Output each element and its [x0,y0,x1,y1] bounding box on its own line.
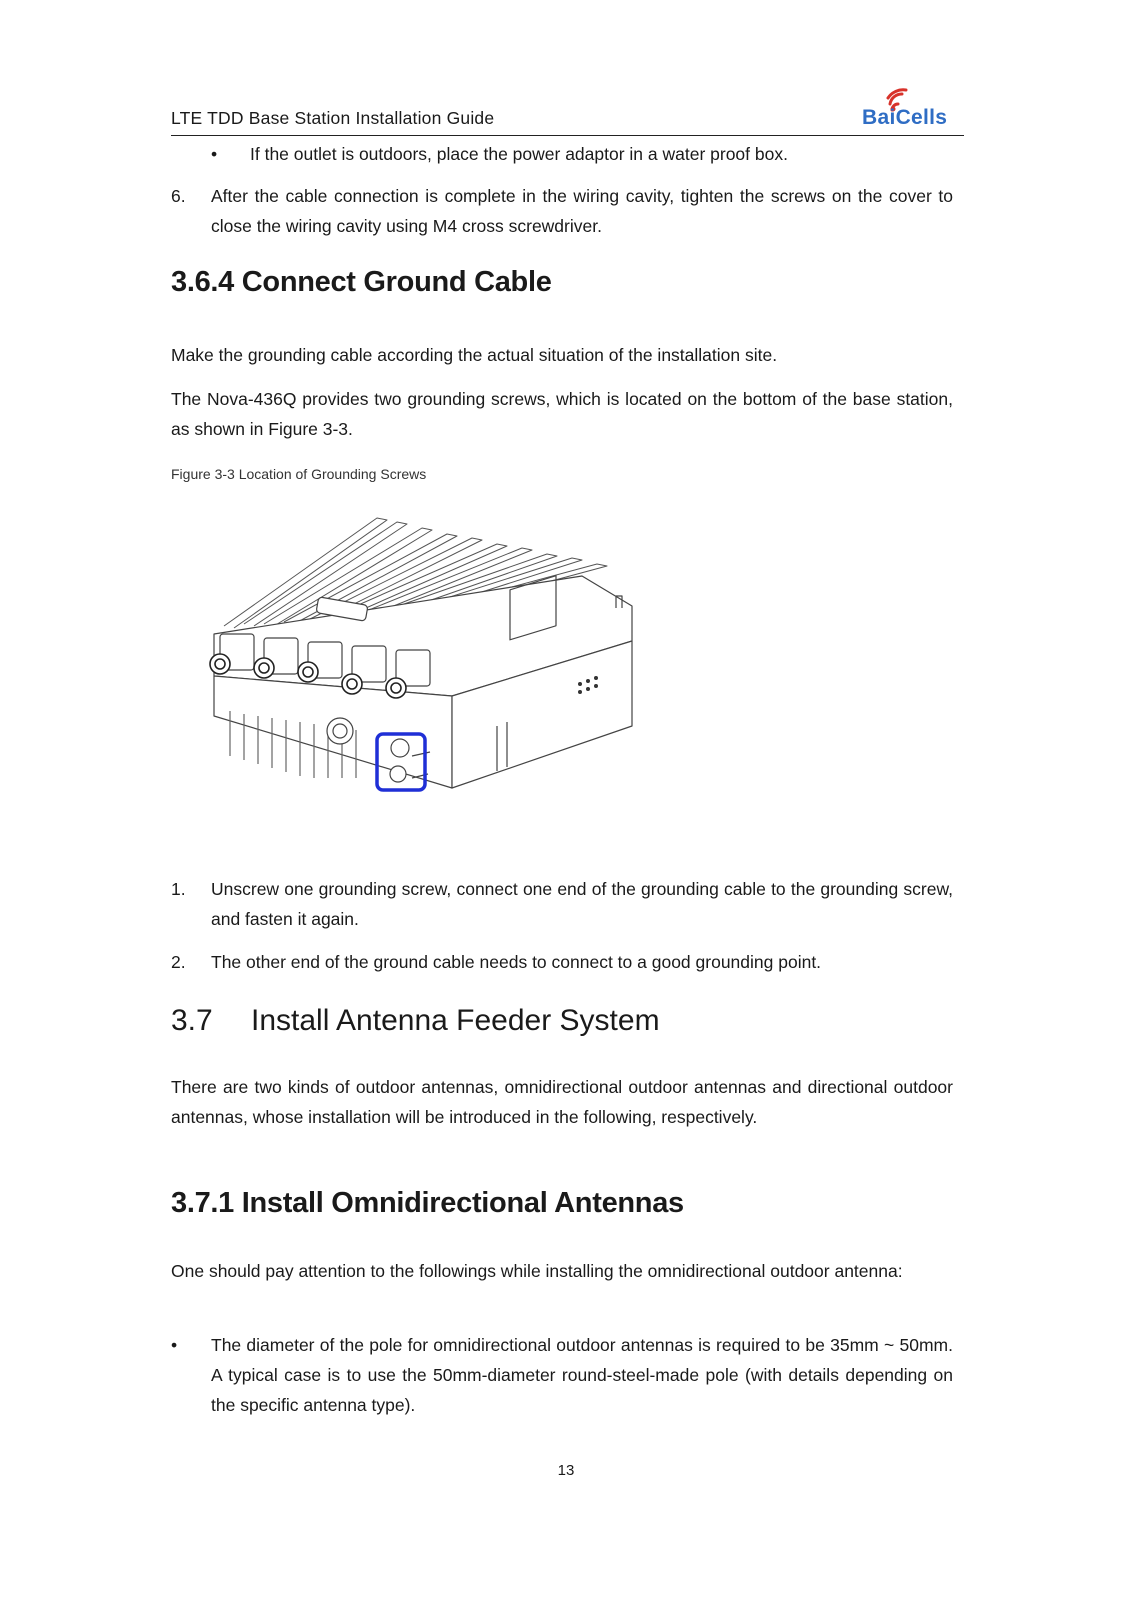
step-marker: 6. [171,186,186,206]
intro-bullet-text: If the outlet is outdoors, place the power adaptor in a water proof box. [250,144,788,164]
step-text: The other end of the ground cable needs to connect to a good grounding point. [211,952,822,972]
section-title: Install Antenna Feeder System [251,1004,660,1037]
section-heading [171,1004,660,1038]
paragraph: Make the grounding cable according the actual situation of the installation site. [171,345,778,365]
baicells-logo [862,88,964,134]
bullet-text: The diameter of the pole for omnidirectional outdoor antennas is required to be 35mm ~ 50mm. A typical case is to use the 50mm-diameter round-steel-made pole (with details depending on the specific antenna type). [211,1335,953,1415]
figure-caption: Figure 3-3 Location of Grounding Screws [171,466,427,482]
header-divider [171,135,964,136]
header-title: LTE TDD Base Station Installation Guide [171,108,495,128]
base-station-illustration [202,516,662,816]
paragraph: The Nova-436Q provides two grounding screws, which is located on the bottom of the base station, as shown in Figure 3-3. [171,389,953,439]
paragraph: One should pay attention to the followings while installing the omnidirectional outdoor antenna: [171,1261,903,1281]
step-text: Unscrew one grounding screw, connect one end of the grounding cable to the grounding screw, and fasten it again. [211,879,953,929]
logo-text: BaiCells [862,106,948,129]
bullet-dot: • [211,144,218,164]
section-number: 3.7 [171,1004,213,1037]
paragraph: There are two kinds of outdoor antennas, omnidirectional outdoor antennas and directional outdoor antennas, whose installation will be introduced in the following, respectively. [171,1077,953,1127]
figure-base-station [202,516,662,816]
step-text: After the cable connection is complete in the wiring cavity, tighten the screws on the cover to close the wiring cavity using M4 cross screwdriver. [211,186,953,236]
section-heading: 3.6.4 Connect Ground Cable [171,266,552,298]
step-marker: 1. [171,879,186,899]
page-number: 13 [557,1462,575,1479]
step-marker: 2. [171,952,186,972]
bullet-dot: • [171,1335,178,1355]
section-heading: 3.7.1 Install Omnidirectional Antennas [171,1187,684,1219]
